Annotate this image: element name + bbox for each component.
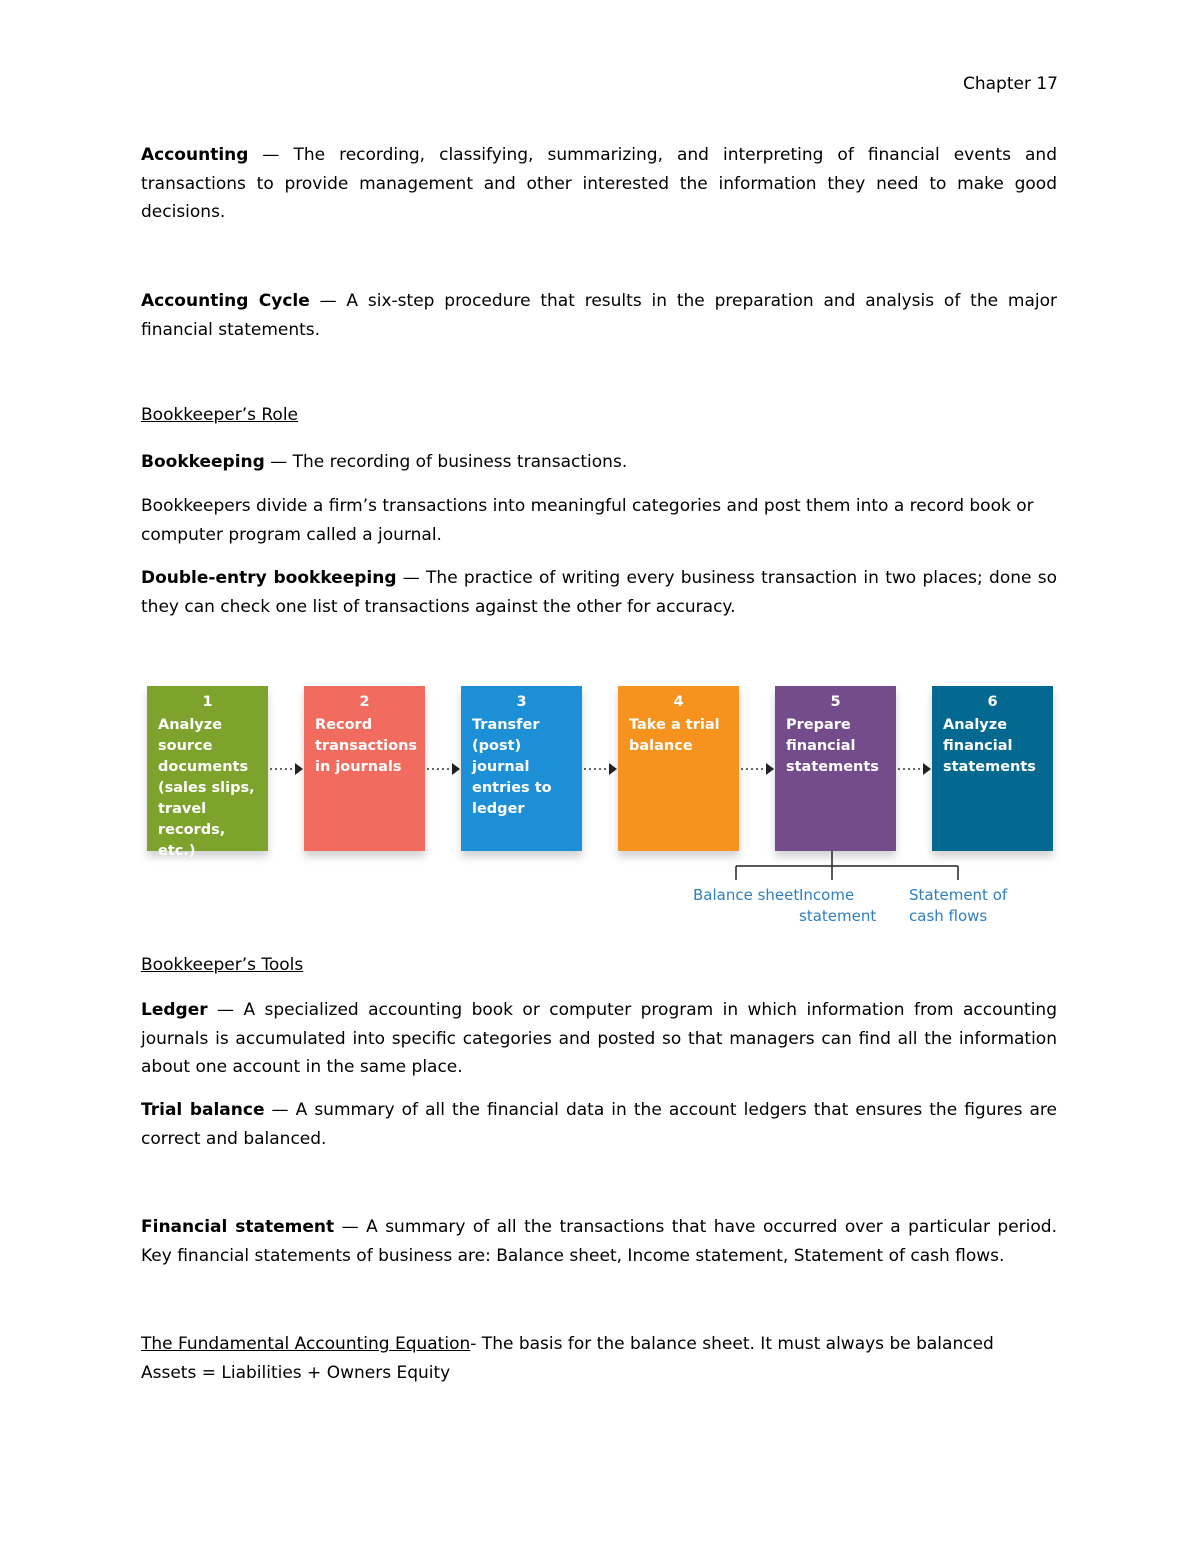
bookkeeping-definition (141, 448, 1057, 477)
cycle-step-number: 4 (673, 694, 684, 710)
equation-formula: Assets = Liabilities + Owners Equity (141, 1362, 451, 1383)
financial-statement-def-text: — A summary of all the transactions that have occurred over a particular period. Key financial statements of business are: Balance sheet, Income statement, Statement of cash flows. (141, 1217, 1057, 1266)
cycle-step-number: 2 (359, 694, 370, 710)
equation-title: The Fundamental Accounting Equation (141, 1334, 471, 1354)
equation-paragraph (141, 1330, 1057, 1387)
bookkeepers-role-heading: Bookkeeper’s Role (141, 405, 299, 425)
double-entry-term: Double-entry bookkeeping (141, 568, 397, 588)
trial-balance-def-text: — A summary of all the financial data in the account ledgers that ensures the figures are correct and balanced. (141, 1100, 1057, 1149)
ledger-definition (141, 996, 1057, 1082)
accounting-cycle-definition (141, 287, 1057, 344)
accounting-term: Accounting (141, 145, 249, 165)
cycle-step-label: Record transactions in journals (315, 717, 418, 775)
statement-balance-sheet: Balance sheet (693, 886, 800, 904)
accounting-cycle-diagram (141, 680, 1067, 930)
statement-cash-flows: Statement of cash flows (909, 886, 1008, 925)
ledger-term: Ledger (141, 1000, 208, 1020)
equation-description: - The basis for the balance sheet. It must always be balanced (470, 1334, 994, 1354)
financial-statement-term: Financial statement (141, 1217, 335, 1237)
cycle-step-label: Analyze financial statements (943, 717, 1036, 775)
cycle-step-number: 1 (202, 694, 213, 710)
financial-statement-definition (141, 1213, 1057, 1270)
ledger-def-text: — A specialized accounting book or computer program in which information from accounting journals is accumulated into specific categories and posted so that managers can find all the information about one account in the same place. (141, 1000, 1057, 1077)
cycle-step-number: 6 (987, 694, 998, 710)
accounting-cycle-term: Accounting Cycle (141, 291, 310, 311)
accounting-cycle-def-text: — A six-step procedure that results in the preparation and analysis of the major financial statements. (141, 291, 1057, 340)
cycle-step-number: 3 (516, 694, 527, 710)
trial-balance-term: Trial balance (141, 1100, 265, 1120)
cycle-step-label: Prepare financial statements (786, 717, 879, 775)
statements-bracket (141, 680, 1067, 890)
accounting-definition (141, 141, 1057, 227)
accounting-def-text: — The recording, classifying, summarizing, and interpreting of financial events and transactions to provide management and other interested the information they need to make good decisions. (141, 145, 1057, 222)
trial-balance-definition (141, 1096, 1057, 1153)
statement-income: Income statement (799, 886, 877, 925)
bookkeepers-paragraph: Bookkeepers divide a firm’s transactions into meaningful categories and post them into a record book or computer program called a journal. (141, 496, 1034, 545)
bookkeeping-def-text: — The recording of business transactions. (264, 452, 628, 472)
chapter-header: Chapter 17 (962, 74, 1058, 94)
bookkeepers-tools-heading: Bookkeeper’s Tools (141, 955, 304, 975)
cycle-step-label: Analyze source documents (sales slips, travel records, etc.) (158, 717, 255, 859)
bookkeeping-term: Bookkeeping (141, 452, 265, 472)
double-entry-definition (141, 564, 1057, 621)
cycle-step-label: Take a trial balance (629, 717, 720, 754)
cycle-step-number: 5 (830, 694, 841, 710)
cycle-step-label: Transfer (post) journal entries to ledger (472, 717, 552, 817)
double-entry-def-text: — The practice of writing every business transaction in two places; done so they can check one list of transactions against the other for accuracy. (141, 568, 1057, 617)
